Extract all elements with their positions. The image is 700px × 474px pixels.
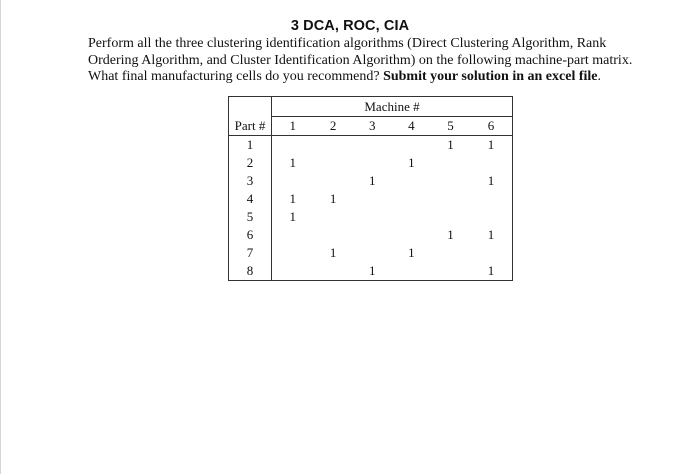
matrix-cell [353,154,392,172]
part-number: 5 [229,208,272,226]
matrix-cell [314,154,353,172]
problem-text-end: . [597,69,601,84]
machine-number-2: 2 [314,117,353,136]
table-row [229,172,513,190]
matrix-cell [314,208,353,226]
matrix-cell: 1 [408,245,415,260]
table-row [229,208,513,226]
problem-bold-instruction: Submit your solution in an excel file [383,69,598,84]
table-row [229,262,513,281]
matrix-cell: 1 [289,191,297,206]
matrix-cell: 1 [289,209,297,224]
matrix-cell [272,172,314,190]
matrix-corner-cell [229,97,272,117]
matrix-cell [353,226,392,244]
matrix-cell: 1 [470,262,513,281]
matrix-cell [431,172,470,190]
matrix-cell [392,190,431,208]
machine-part-matrix [228,96,513,281]
matrix-cell: 1 [289,155,297,170]
matrix-cell: 1 [369,173,376,188]
problem-heading: 3 DCA, ROC, CIA [290,18,410,34]
page-left-border [0,0,1,474]
matrix-cell [431,244,470,262]
matrix-cell [353,136,392,155]
matrix-cell [353,208,392,226]
matrix-cell [392,226,431,244]
matrix-cell: 1 [408,155,415,170]
table-row [229,244,513,262]
matrix-cell [353,190,392,208]
matrix-cell [470,244,513,262]
part-header: Part # [229,117,272,136]
part-number: 6 [229,226,272,244]
matrix-cell [431,154,470,172]
matrix-cell: 1 [329,245,337,260]
matrix-cell [392,136,431,155]
matrix-cell: 1 [329,191,337,206]
matrix-cell [392,262,431,281]
machine-number-1: 1 [272,117,314,136]
matrix-cell [431,262,470,281]
matrix-cell [314,262,353,281]
matrix-cell [470,154,513,172]
matrix-cell [392,208,431,226]
machine-number-4: 4 [392,117,431,136]
matrix-cell [314,172,353,190]
matrix-cell [272,244,314,262]
problem-text: Perform all the three clustering identification algorithms (Direct Clustering Algorithm, Rank Ordering Algorithm, and Cluster Identification Algorithm) on the following machine-part matrix. What final manufacturing cells do you recommend? [88,36,633,84]
matrix-cell: 1 [470,136,513,155]
machine-number-6: 6 [470,117,513,136]
matrix-cell [392,172,431,190]
machine-number-5: 5 [431,117,470,136]
matrix-cell [470,208,513,226]
part-number: 8 [229,262,272,281]
matrix-cell [272,262,314,281]
matrix-cell: 1 [353,262,392,281]
part-number: 4 [229,190,272,208]
matrix-cell: 1 [447,137,454,152]
matrix-cell [353,244,392,262]
matrix-cell [431,190,470,208]
part-number: 7 [229,244,272,262]
table-row [229,154,513,172]
matrix-cell [272,136,314,155]
part-number: 3 [229,172,272,190]
matrix-cell: 1 [470,226,513,244]
machine-header: Machine # [272,97,513,117]
matrix-cell: 1 [447,227,454,242]
matrix-cell [314,136,353,155]
part-number: 1 [229,136,272,155]
matrix-cell: 1 [470,172,513,190]
table-row [229,226,513,244]
matrix-cell [272,226,314,244]
machine-number-3: 3 [353,117,392,136]
table-row [229,136,513,155]
problem-statement [88,36,648,86]
part-number: 2 [229,154,272,172]
matrix-cell [431,208,470,226]
matrix-cell [314,226,353,244]
table-row [229,190,513,208]
matrix-cell [470,190,513,208]
